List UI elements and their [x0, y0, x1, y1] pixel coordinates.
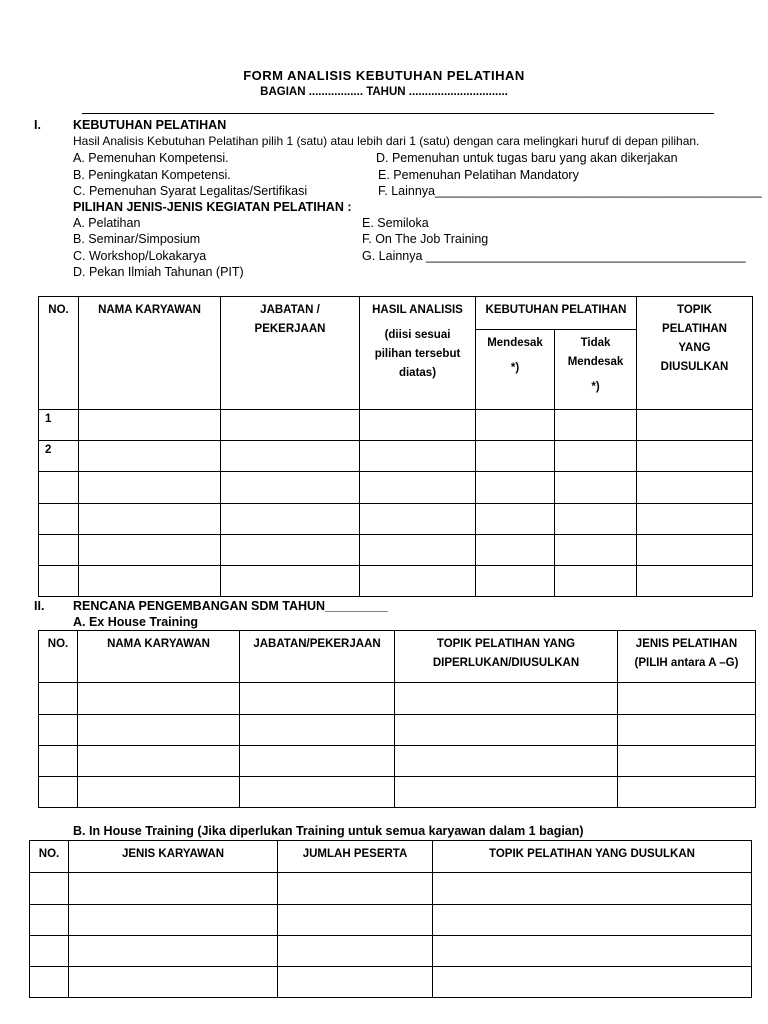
row-number [39, 535, 79, 566]
table-cell[interactable] [395, 683, 618, 715]
table-cell[interactable] [278, 905, 433, 936]
table-cell[interactable] [618, 715, 756, 746]
activity-a: A. Pelatihan [73, 216, 141, 230]
table-cell[interactable] [433, 873, 752, 905]
table-cell[interactable] [78, 777, 240, 808]
analysis-table [38, 296, 753, 597]
table-row [39, 504, 753, 535]
row-number [39, 472, 79, 504]
row-number [39, 566, 79, 597]
table-cell[interactable] [240, 777, 395, 808]
table-row [39, 566, 753, 597]
table-row [30, 936, 752, 967]
table-cell[interactable] [69, 905, 278, 936]
table-cell[interactable] [476, 472, 555, 504]
table-cell[interactable] [555, 566, 637, 597]
row-number: 1 [39, 410, 79, 441]
table-cell[interactable] [433, 967, 752, 998]
col-nama-header: NAMA KARYAWAN [79, 297, 221, 410]
ex-house-label: A. Ex House Training [73, 615, 199, 629]
section1-number: I. [34, 118, 41, 132]
table-cell[interactable] [555, 535, 637, 566]
table-cell[interactable] [433, 936, 752, 967]
activity-b: B. Seminar/Simposium [73, 232, 201, 246]
col-mendesak-mark: *) [510, 362, 520, 374]
col-tidak-label: Tidak Mendesak [567, 337, 624, 368]
table-cell[interactable] [221, 504, 360, 535]
table-row [39, 441, 753, 472]
table-cell[interactable] [278, 873, 433, 905]
col-kebutuhan-header: KEBUTUHAN PELATIHAN [476, 297, 637, 330]
table-cell[interactable] [618, 683, 756, 715]
table-cell[interactable] [240, 715, 395, 746]
table-cell[interactable] [221, 472, 360, 504]
table-cell[interactable] [240, 746, 395, 777]
activity-d: D. Pekan Ilmiah Tahunan (PIT) [73, 265, 244, 279]
in-col-no-header: NO. [30, 841, 69, 873]
table-cell[interactable] [476, 566, 555, 597]
ex-col-jenis-header: JENIS PELATIHAN (PILIH antara A –G) [618, 631, 756, 683]
table-cell[interactable] [69, 967, 278, 998]
table-cell[interactable] [221, 410, 360, 441]
activity-g: G. Lainnya ______________________________________________ [362, 249, 746, 263]
row-number [39, 504, 79, 535]
table-cell[interactable] [360, 441, 476, 472]
table-cell[interactable] [360, 566, 476, 597]
in-house-label: B. In House Training (Jika diperlukan Training untuk semua karyawan dalam 1 bagian) [73, 824, 584, 838]
table-cell[interactable] [79, 472, 221, 504]
in-col-jumlah-header: JUMLAH PESERTA [278, 841, 433, 873]
table-cell[interactable] [476, 441, 555, 472]
table-row [30, 905, 752, 936]
table-cell[interactable] [79, 566, 221, 597]
table-cell[interactable] [79, 441, 221, 472]
table-row [30, 967, 752, 998]
table-row [39, 683, 756, 715]
table-cell[interactable] [240, 683, 395, 715]
table-cell[interactable] [79, 504, 221, 535]
form-title: FORM ANALISIS KEBUTUHAN PELATIHAN [243, 68, 525, 83]
table-row [39, 746, 756, 777]
col-topik-header: TOPIK PELATIHAN YANG DIUSULKAN [637, 297, 753, 410]
table-cell[interactable] [637, 441, 753, 472]
table-cell[interactable] [360, 504, 476, 535]
table-cell[interactable] [618, 746, 756, 777]
table-cell[interactable] [637, 566, 753, 597]
table-cell[interactable] [395, 715, 618, 746]
table-row [39, 472, 753, 504]
table-cell[interactable] [69, 873, 278, 905]
table-cell[interactable] [555, 410, 637, 441]
col-mendesak-label: Mendesak [487, 337, 543, 349]
section1-heading: KEBUTUHAN PELATIHAN [73, 118, 227, 132]
activity-c: C. Workshop/Lokakarya [73, 249, 207, 263]
ex-col-no-header: NO. [39, 631, 78, 683]
table-cell[interactable] [360, 472, 476, 504]
form-subtitle: BAGIAN ................. TAHUN ............................... [260, 86, 508, 98]
table-cell[interactable] [78, 683, 240, 715]
table-cell[interactable] [39, 683, 78, 715]
table-cell[interactable] [476, 410, 555, 441]
table-cell[interactable] [30, 905, 69, 936]
col-mendesak-header [476, 330, 555, 410]
table-cell[interactable] [555, 504, 637, 535]
table-cell[interactable] [221, 441, 360, 472]
option-f: F. Lainnya_______________________________________________ [378, 184, 762, 198]
table-cell[interactable] [221, 566, 360, 597]
in-col-topik-header: TOPIK PELATIHAN YANG DUSULKAN [433, 841, 752, 873]
table-cell[interactable] [360, 535, 476, 566]
table-row [39, 777, 756, 808]
in-house-table [29, 840, 752, 998]
table-cell[interactable] [637, 535, 753, 566]
table-cell[interactable] [39, 746, 78, 777]
table-row [39, 410, 753, 441]
activity-f: F. On The Job Training [362, 232, 489, 246]
table-cell[interactable] [360, 410, 476, 441]
col-tidak-header [555, 330, 637, 410]
col-hasil-note: (diisi sesuai pilihan tersebut diatas) [374, 329, 461, 379]
table-cell[interactable] [395, 777, 618, 808]
option-b: B. Peningkatan Kompetensi. [73, 168, 231, 182]
table-cell[interactable] [278, 936, 433, 967]
table-cell[interactable] [39, 715, 78, 746]
table-cell[interactable] [555, 441, 637, 472]
activity-e: E. Semiloka [362, 216, 429, 230]
table-cell[interactable] [221, 535, 360, 566]
col-jabatan-header: JABATAN / PEKERJAAN [221, 297, 360, 410]
col-no-header: NO. [39, 297, 79, 410]
in-col-jenis-header: JENIS KARYAWAN [69, 841, 278, 873]
table-cell[interactable] [433, 905, 752, 936]
ex-col-jabatan-header: JABATAN/PEKERJAAN [240, 631, 395, 683]
table-cell[interactable] [30, 967, 69, 998]
col-hasil-header [360, 297, 476, 410]
activity-heading: PILIHAN JENIS-JENIS KEGIATAN PELATIHAN : [73, 200, 352, 214]
table-cell[interactable] [30, 873, 69, 905]
section1-instruction: Hasil Analisis Kebutuhan Pelatihan pilih 1 (satu) atau lebih dari 1 (satu) dengan cara melingkari huruf di depan pilihan. [73, 134, 700, 148]
table-row [30, 873, 752, 905]
table-cell[interactable] [79, 535, 221, 566]
option-a: A. Pemenuhan Kompetensi. [73, 151, 229, 165]
table-row [39, 715, 756, 746]
table-cell[interactable] [30, 936, 69, 967]
table-cell[interactable] [395, 746, 618, 777]
table-cell[interactable] [476, 504, 555, 535]
col-hasil-title: HASIL ANALISIS [372, 304, 463, 316]
section2-number: II. [34, 599, 45, 613]
section2-heading: RENCANA PENGEMBANGAN SDM TAHUN_________ [73, 599, 388, 613]
table-cell[interactable] [476, 535, 555, 566]
table-cell[interactable] [278, 967, 433, 998]
ex-col-topik-header: TOPIK PELATIHAN YANG DIPERLUKAN/DIUSULKAN [395, 631, 618, 683]
col-tidak-mark: *) [591, 381, 600, 393]
row-number: 2 [39, 441, 79, 472]
header-divider [82, 113, 714, 114]
option-c: C. Pemenuhan Syarat Legalitas/Sertifikasi [73, 184, 308, 198]
ex-house-table [38, 630, 756, 808]
option-d: D. Pemenuhan untuk tugas baru yang akan dikerjakan [376, 151, 678, 165]
ex-col-nama-header: NAMA KARYAWAN [78, 631, 240, 683]
table-cell[interactable] [79, 410, 221, 441]
table-cell[interactable] [39, 777, 78, 808]
table-cell[interactable] [637, 504, 753, 535]
table-row [39, 535, 753, 566]
table-cell[interactable] [555, 472, 637, 504]
option-e: E. Pemenuhan Pelatihan Mandatory [378, 168, 579, 182]
table-cell[interactable] [69, 936, 278, 967]
table-cell[interactable] [78, 746, 240, 777]
table-cell[interactable] [78, 715, 240, 746]
table-cell[interactable] [637, 472, 753, 504]
table-cell[interactable] [637, 410, 753, 441]
table-cell[interactable] [618, 777, 756, 808]
